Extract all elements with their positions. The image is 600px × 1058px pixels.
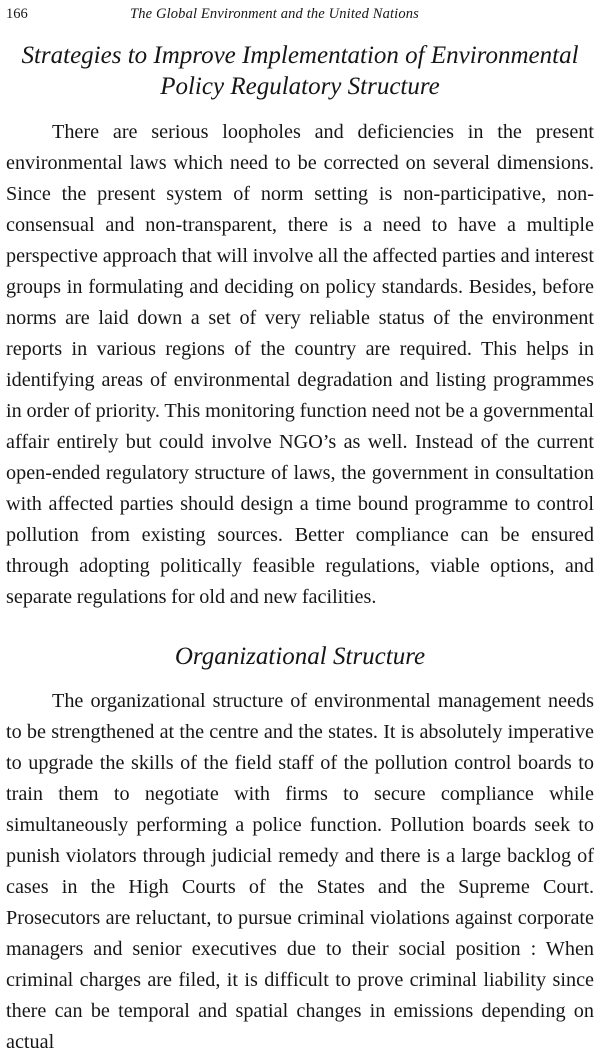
body-paragraph: The organizational structure of environmental management needs to be strengthened at the centre and the states. It is absolutely imperative to upgrade the skills of the field staff of the pollution control boards to train them to negotiate with firms to secure compliance while simultaneously performing a police function. Pollution boards seek to punish violators through judicial remedy and there is a large backlog of cases in the High Courts of the States and the Supreme Court. Prosecutors are reluctant, to pursue criminal violations against corporate managers and senior executives due to their social position : When criminal charges are filed, it is difficult to prove criminal liability since there can be temporal and spatial changes in emissions depending on actual [6,690,594,1053]
running-head [6,4,594,24]
running-title: The Global Environment and the United Nations [130,6,419,22]
book-page [6,0,594,1053]
section-heading: Strategies to Improve Implementation of Environmental Policy Regulatory Structure [21,42,579,100]
section-heading: Organizational Structure [174,643,426,670]
page-number: 166 [6,6,28,22]
body-paragraph: There are serious loopholes and deficiencies in the present environmental laws which need to be corrected on several dimensions. Since the present system of norm setting is non-participative, non-consensual and non-transparent, there is a need to have a multiple perspective approach that will involve all the affected parties and interest groups in formulating and deciding on policy standards. Besides, before norms are laid down a set of very reliable status of the environment reports in various regions of the country are required. This helps in identifying areas of environmental degradation and listing programmes in order of priority. This monitoring function need not be a governmental affair entirely but could involve NGO’s as well. Instead of the current open-ended regulatory structure of laws, the government in consultation with affected parties should design a time bound programme to control pollution from existing sources. Better compliance can be ensured through adopting politically feasible regulations, viable options, and separate regulations for old and new facilities. [6,121,594,608]
